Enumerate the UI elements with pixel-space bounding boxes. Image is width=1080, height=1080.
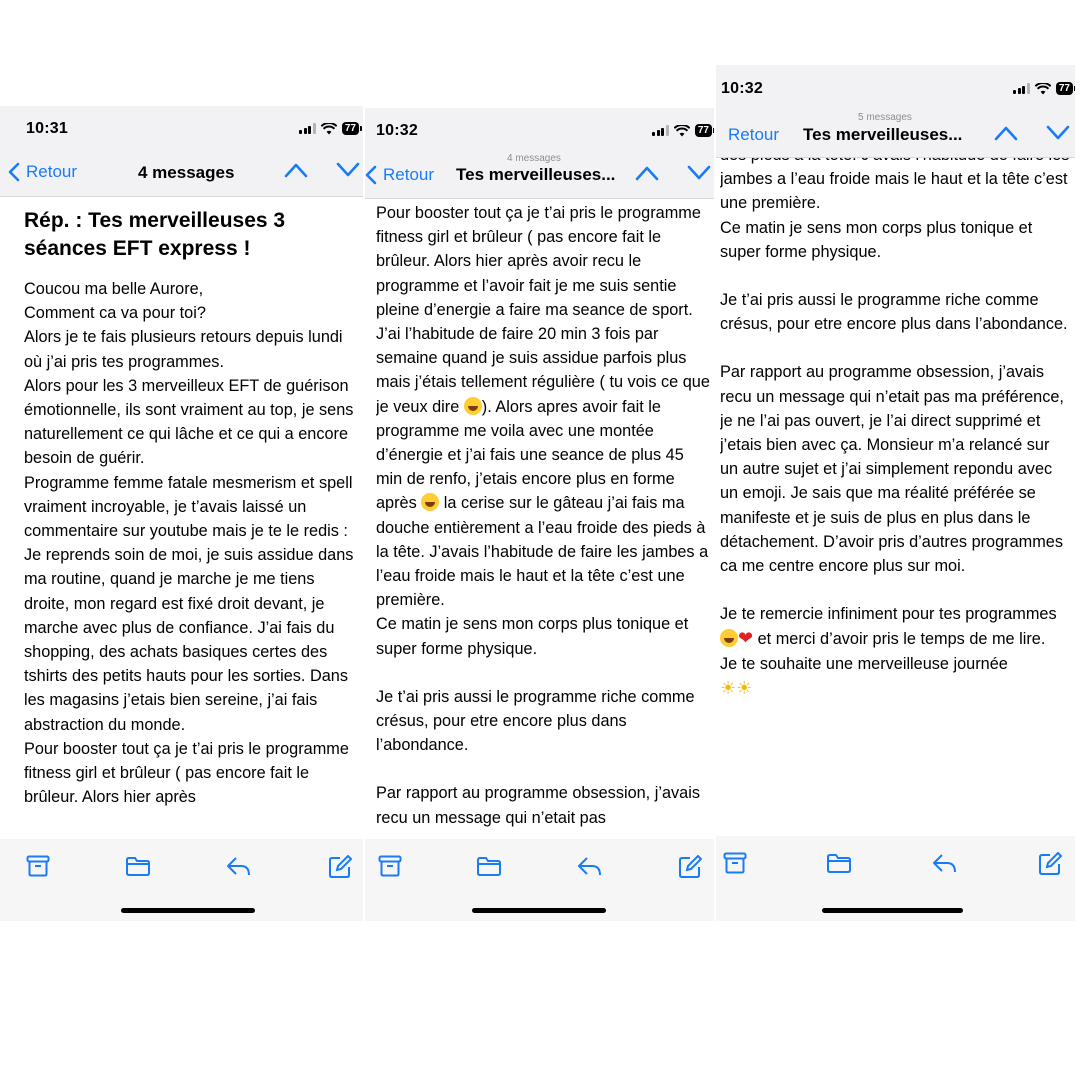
paragraph-text: Pour booster tout ça je t’ai pris le programme fitness girl et brûleur ( pas encore fait le brûleur. Alors hier après avoir recu le programme et l’avoir fait je me suis sentie pleine d’energie a faire ma seance de sport. J’ai l’habitude de faire 20 min 3 fois par semaine quand je suis assidue parfois plus mais j’étais tellement régulière ( tu vois ce que je veux dire xyxy=(376,204,710,416)
back-label: Retour xyxy=(26,162,78,181)
next-message-button[interactable] xyxy=(687,165,711,181)
compose-icon[interactable] xyxy=(1038,852,1062,876)
previous-message-button[interactable] xyxy=(284,162,308,178)
home-indicator xyxy=(121,908,255,913)
heart-emoji-icon: ❤ xyxy=(738,628,754,649)
grinning-emoji-icon xyxy=(720,629,738,647)
nav-title: 4 messages xyxy=(138,163,235,182)
email-screenshot-3 xyxy=(716,65,1075,921)
email-screenshot-1 xyxy=(0,106,363,921)
battery-icon: 77 xyxy=(1056,82,1073,95)
back-label: Retour xyxy=(728,125,780,144)
signal-icon xyxy=(299,123,316,134)
status-bar xyxy=(365,108,714,154)
back-label: Retour xyxy=(383,165,435,184)
sun-emoji-icon: ☀ xyxy=(720,677,737,698)
nav-title: Tes merveilleuses... xyxy=(456,165,616,184)
status-time: 10:31 xyxy=(26,120,68,137)
message-body xyxy=(376,201,712,838)
message-count: 4 messages xyxy=(507,153,561,164)
wifi-icon xyxy=(321,123,337,135)
paragraph-text: ). Alors apres avoir fait le programme me voila avec une montée d’énergie et j’ai fais une seance de plus 45 min de renfo, j’etais encore plus en forme après xyxy=(376,397,684,513)
next-message-button[interactable] xyxy=(1046,125,1070,141)
message-paragraph xyxy=(720,602,1070,676)
message-paragraph: Je t’ai pris aussi le programme riche comme crésus, pour etre encore plus dans l’abondance. xyxy=(720,291,1068,334)
laughing-emoji-icon xyxy=(464,397,482,415)
paragraph-text: et merci d’avoir pris le temps de me lire. Je te souhaite une merveilleuse journée xyxy=(720,630,1046,673)
sun-emoji-icon: ☀ xyxy=(736,677,753,698)
message-paragraph: Par rapport au programme obsession, j’avais recu un message qui n’etait pas xyxy=(376,784,700,827)
paragraph-text: Je te remercie infiniment pour tes programmes xyxy=(720,605,1057,624)
folder-icon[interactable] xyxy=(476,855,502,877)
battery-icon: 77 xyxy=(342,122,359,135)
nav-bar xyxy=(365,150,714,199)
status-bar xyxy=(716,65,1075,111)
wifi-icon xyxy=(1035,83,1051,95)
archive-icon[interactable] xyxy=(26,855,50,877)
previous-message-button[interactable] xyxy=(635,165,659,181)
folder-icon[interactable] xyxy=(826,852,852,874)
nav-bar xyxy=(716,109,1075,158)
wifi-icon xyxy=(674,125,690,137)
message-paragraph: jambes a l’eau froide mais le haut et la tête c’est une première. Ce matin je sens mon corps plus tonique et super forme physique. xyxy=(720,170,1068,261)
bottom-toolbar xyxy=(716,836,1075,921)
nav-title: Tes merveilleuses... xyxy=(803,125,963,144)
status-bar xyxy=(0,106,363,152)
back-button[interactable] xyxy=(728,125,779,145)
archive-icon[interactable] xyxy=(378,855,402,877)
nav-bar xyxy=(0,148,363,197)
signal-icon xyxy=(1013,83,1030,94)
message-paragraph: Par rapport au programme obsession, j’avais recu un message qui n’etait pas ma préférence, je ne l’ai pas ouvert, je l’ai direct supprimé et j’etais bien avec ça. Monsieur m’a relancé sur un autre sujet et j’ai simplement repondu avec un emoji. Je sais que ma réalité préférée se manifeste et je suis de plus en plus dans le détachement. D’avoir pris d’autres programmes ca me centre encore plus sur moi. xyxy=(720,363,1064,576)
bottom-toolbar xyxy=(0,839,363,921)
home-indicator xyxy=(822,908,963,913)
email-screenshot-2 xyxy=(365,108,714,921)
email-subject: Rép. : Tes merveilleuses 3 séances EFT express ! xyxy=(24,209,286,260)
message-body xyxy=(720,143,1070,836)
message-body xyxy=(24,207,359,838)
message-paragraph: Je t’ai pris aussi le programme riche comme crésus, pour etre encore plus dans l’abondance. xyxy=(376,687,695,755)
bottom-toolbar xyxy=(365,839,714,921)
reply-icon[interactable] xyxy=(226,855,252,877)
chevron-left-icon xyxy=(365,165,377,185)
signal-icon xyxy=(652,125,669,136)
status-time: 10:32 xyxy=(376,122,418,139)
compose-icon[interactable] xyxy=(678,855,702,879)
next-message-button[interactable] xyxy=(336,162,360,178)
reply-icon[interactable] xyxy=(932,852,958,874)
back-button[interactable] xyxy=(8,162,77,182)
battery-icon: 77 xyxy=(695,124,712,137)
laughing-emoji-icon xyxy=(421,493,439,511)
compose-icon[interactable] xyxy=(328,855,352,879)
message-count: 5 messages xyxy=(858,112,912,123)
message-paragraph: Coucou ma belle Aurore, Comment ca va pour toi? Alors je te fais plusieurs retours depuis lundi où j’ai pris tes programmes. Alors pour les 3 merveilleux EFT de guérison émotionnelle, ils sont vraiment au top, je sens naturellement ce qui lâche et ce qui a encore besoin de guérir. Programme femme fatale mesmerism et spell vraiment incroyable, je t’avais laissé un commentaire sur youtube mais je te le redis : Je reprends soin de moi, je suis assidue dans ma routine, quand je marche je me tiens droite, mon regard est fixé droit devant, je marche avec plus de confiance. J’ai fais du shopping, des achats basiques certes des tshirts des petits hauts pour les sorties. Dans les magasins j’etais bien sereine, j’ai fais abstraction du monde. Pour booster tout ça je t’ai pris le programme fitness girl et brûleur ( pas encore fait le brûleur. Alors hier après xyxy=(24,280,354,807)
paragraph-text: la cerise sur le gâteau j’ai fais ma douche entièrement a l’eau froide des pieds à la tête. J’avais l’habitude de faire les jambes a l’eau froide mais le haut et la tête c’est une première. Ce matin je sens mon corps plus tonique et super forme physique. xyxy=(376,494,709,658)
previous-message-button[interactable] xyxy=(994,125,1018,141)
archive-icon[interactable] xyxy=(723,852,747,874)
back-button[interactable] xyxy=(365,165,434,185)
home-indicator xyxy=(472,908,606,913)
sun-emoji-row xyxy=(720,676,1070,701)
status-time: 10:32 xyxy=(721,80,763,97)
reply-icon[interactable] xyxy=(577,855,603,877)
chevron-left-icon xyxy=(8,162,20,182)
folder-icon[interactable] xyxy=(125,855,151,877)
message-paragraph xyxy=(376,201,712,661)
